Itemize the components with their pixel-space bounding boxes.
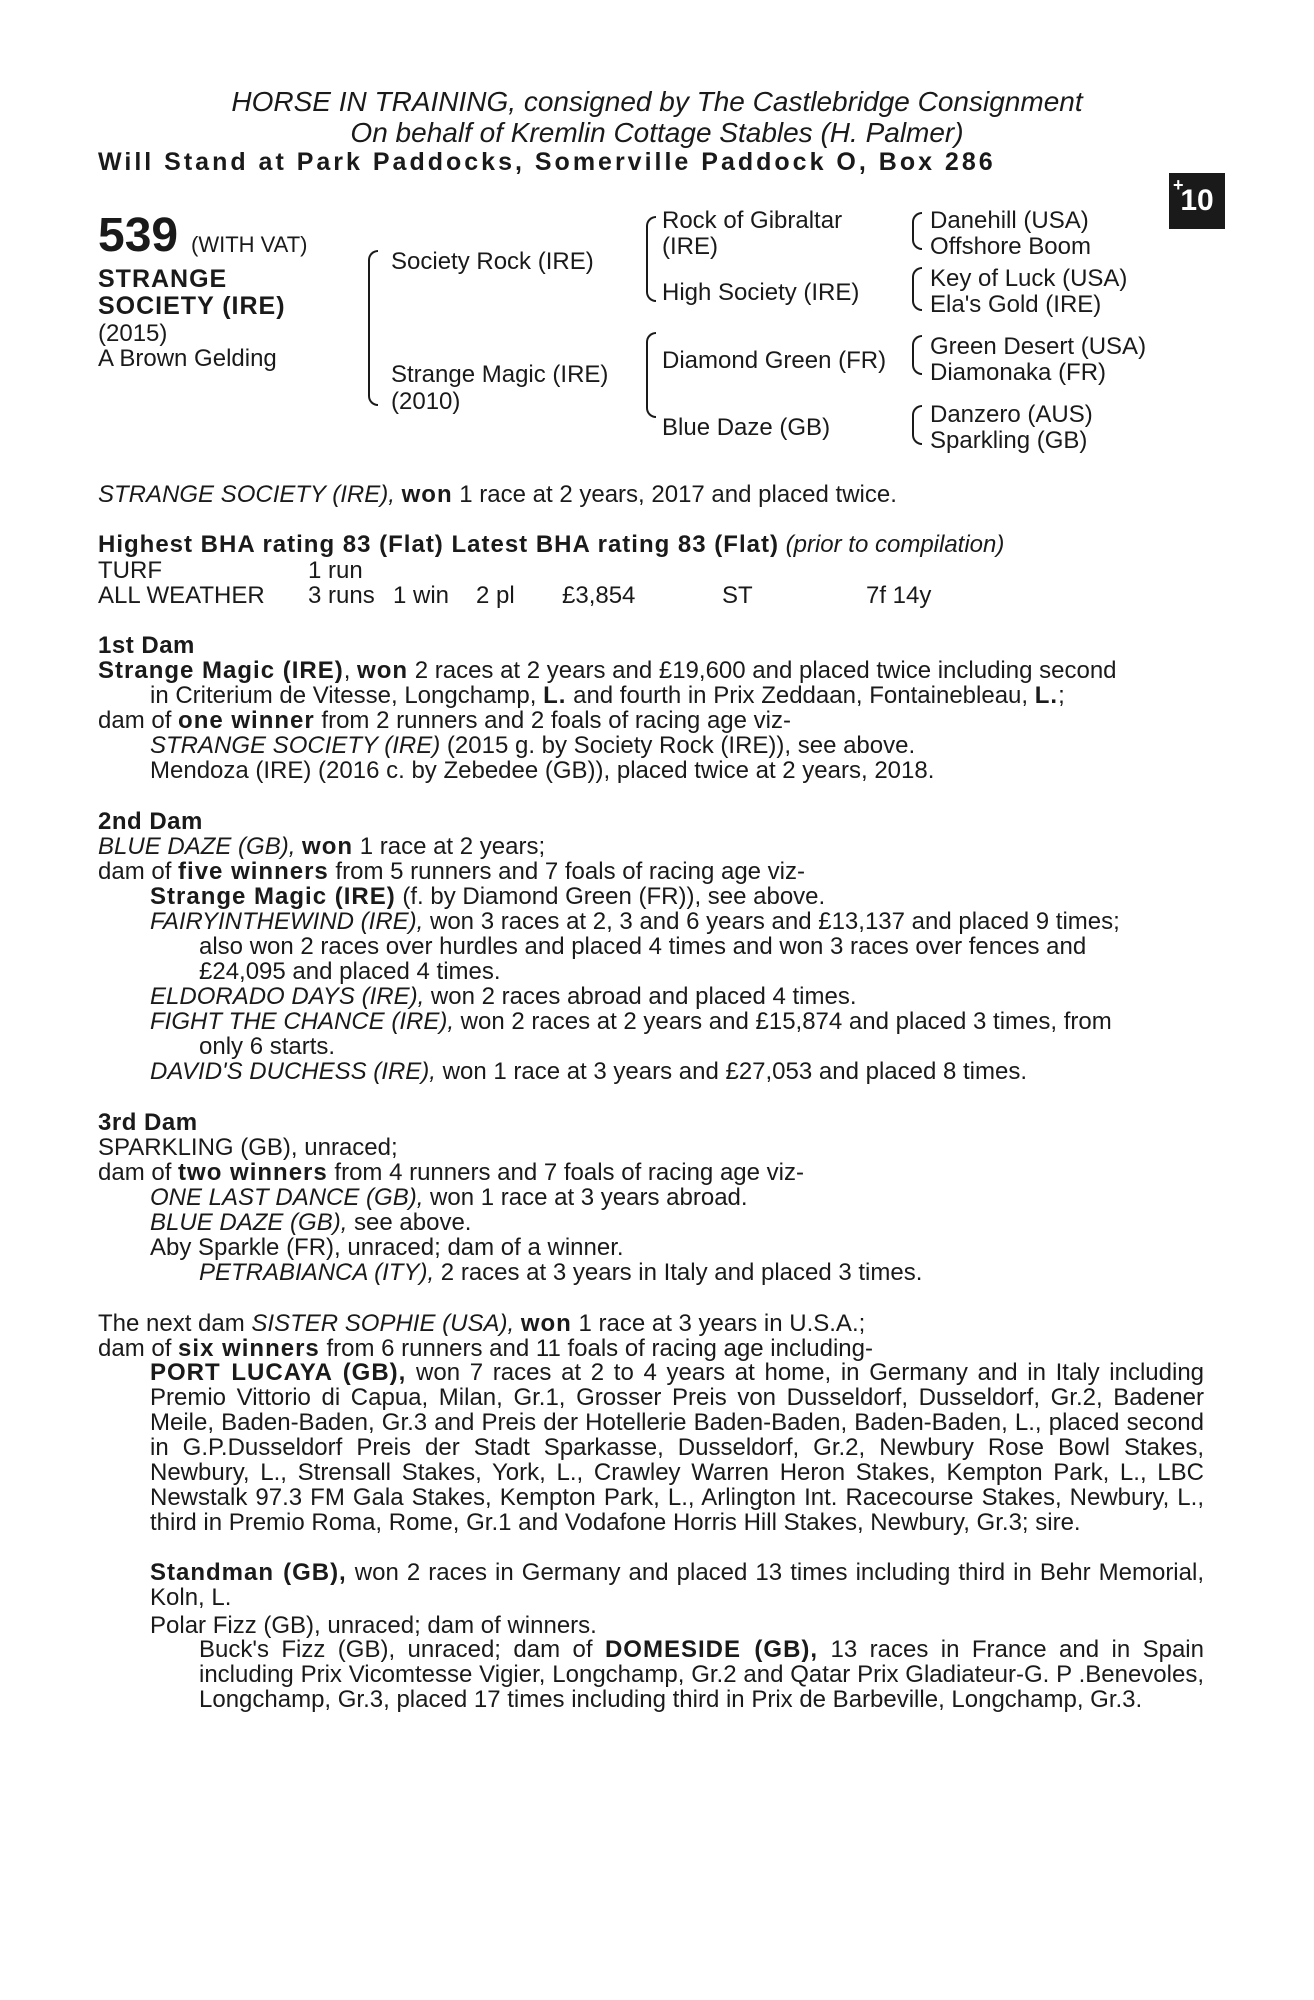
dam1-won: won (357, 657, 409, 684)
dam1-progeny2: Mendoza (IRE) (2016 c. by Zebedee (GB)), placed twice at 2 years, 2018. (150, 757, 935, 784)
aw-label: ALL WEATHER (98, 582, 265, 609)
dam1-text2a: in Criterium de Vitesse, Longchamp, (150, 682, 544, 709)
pedigree-dsd: Diamonaka (FR) (930, 359, 1107, 386)
nextdam-text2b: from 6 runners and 11 foals of racing age including- (319, 1335, 873, 1362)
dam2-progeny3-name: ELDORADO DAYS (IRE), (150, 983, 425, 1010)
horse-name-line2: SOCIETY (IRE) (98, 292, 286, 320)
dam2-line2 (98, 858, 805, 886)
dam1-text3a: dam of (98, 707, 179, 734)
header-behalf: On behalf of Kremlin Cottage Stables (H. Palmer) (350, 117, 964, 148)
summary-horse: STRANGE SOCIETY (IRE), (98, 481, 395, 508)
dam2-won: won (302, 833, 354, 860)
dam2-progeny3-text: won 2 races abroad and placed 4 times. (424, 983, 857, 1010)
aw-runs: 3 runs (308, 582, 375, 609)
summary-won: won (401, 481, 453, 508)
dam1-line1: Strange Magic (IRE), won 2 races at 2 years and £19,600 and placed twice including second (98, 657, 1117, 684)
rating-text: Highest BHA rating 83 (Flat) Latest BHA rating 83 (Flat) (98, 531, 779, 558)
pedigree-sire: Society Rock (IRE) (391, 248, 594, 275)
port-lucaya-name: PORT LUCAYA (GB), (150, 1359, 407, 1386)
dam3-heading: 3rd Dam (98, 1109, 198, 1136)
nextdam-six-winners: six winners (178, 1335, 320, 1362)
domeside-text: 13 races in France and in Spain including Prix Vicomtesse Vigier, Longchamp, Gr.2 and Qatar Prix Gladiateur-G. P .Benevoles, Longchamp, Gr.3, placed 17 times including third in Prix de Barbeville, Longchamp, Gr.3. (199, 1636, 1204, 1713)
dam3-progeny2 (150, 1209, 471, 1237)
port-lucaya-entry (150, 1360, 1204, 1535)
bracket-gen1 (368, 250, 378, 406)
dam2-progeny1 (150, 883, 825, 911)
nextdam-text1a: The next dam (98, 1310, 252, 1337)
header-consignor: HORSE IN TRAINING, consigned by The Castlebridge Consignment (231, 86, 1083, 117)
dam2-progeny2 (150, 908, 1120, 936)
pedigree-ddd: Sparkling (GB) (930, 427, 1088, 454)
dam2-five-winners: five winners (178, 858, 329, 885)
dam2-progeny2-text: won 3 races at 2, 3 and 6 years and £13,137 and placed 9 times; (423, 908, 1120, 935)
vat-note: (WITH VAT) (191, 232, 308, 257)
horse-year: (2015) (98, 320, 168, 347)
race-summary (98, 481, 897, 509)
dam3-progeny4-name: PETRABIANCA (ITY), (199, 1259, 435, 1286)
lot-number: 539 (98, 209, 179, 262)
dam1-progeny1 (150, 732, 915, 760)
dam3-progeny1-name: ONE LAST DANCE (GB), (150, 1184, 424, 1211)
pedigree-dam-year: (2010) (391, 388, 461, 415)
dam2-progeny2-cont2: £24,095 and placed 4 times. (199, 958, 501, 985)
bracket-ds (912, 335, 922, 375)
standman-name: Standman (GB), (150, 1559, 347, 1586)
polar-fizz-entry: Polar Fizz (GB), unraced; dam of winners. (150, 1612, 597, 1639)
horse-description: A Brown Gelding (98, 345, 277, 372)
dam3-progeny4 (199, 1259, 922, 1287)
aw-money: £3,854 (562, 582, 636, 609)
dam3-two-winners: two winners (178, 1159, 328, 1186)
dam2-text1: 1 race at 2 years; (353, 833, 546, 860)
aw-surface: ST (722, 582, 753, 609)
badge-10 (1169, 173, 1225, 229)
nextdam-text2a: dam of (98, 1335, 179, 1362)
pedigree-ss-suffix: (IRE) (662, 233, 718, 260)
bucks-fizz-entry (199, 1637, 1204, 1712)
dam3-progeny1 (150, 1184, 748, 1212)
turf-runs: 1 run (308, 557, 363, 584)
dam3-text2a: dam of (98, 1159, 179, 1186)
nextdam-line1 (98, 1310, 865, 1338)
turf-label: TURF (98, 557, 162, 584)
dam1-listed1: L. (543, 682, 567, 709)
pedigree-sdd: Ela's Gold (IRE) (930, 291, 1102, 318)
dam2-progeny1-name: Strange Magic (IRE) (150, 883, 396, 910)
dam2-progeny2-cont: also won 2 races over hurdles and placed 4 times and won 3 races over fences and (199, 933, 1087, 960)
badge-number: 10 (1180, 184, 1214, 217)
dam2-progeny5-text: won 1 race at 3 years and £27,053 and placed 8 times. (435, 1058, 1028, 1085)
bracket-sire (646, 216, 656, 302)
dam3-progeny4-text: 2 races at 3 years in Italy and placed 3 times. (434, 1259, 923, 1286)
dam1-line2 (150, 682, 1065, 710)
pedigree-ssd: Offshore Boom (930, 233, 1091, 260)
domeside-name: DOMESIDE (GB), (604, 1636, 819, 1663)
dam2-progeny3 (150, 983, 857, 1011)
dam1-heading: 1st Dam (98, 632, 195, 659)
pedigree-sd: High Society (IRE) (662, 279, 860, 306)
bucks-fizz-text: Buck's Fizz (GB), unraced; dam of (199, 1636, 605, 1663)
dam2-progeny2-name: FAIRYINTHEWIND (IRE), (150, 908, 424, 935)
standman-text: won 2 races in Germany and placed 13 times including third in Behr Memorial, Koln, L. (150, 1559, 1204, 1611)
dam3-line2 (98, 1159, 804, 1187)
pedigree-dam: Strange Magic (IRE) (391, 361, 609, 388)
dam3-progeny1-text: won 1 race at 3 years abroad. (423, 1184, 748, 1211)
dam2-line1 (98, 833, 545, 861)
bracket-dam (646, 332, 656, 418)
aw-wins: 1 win (393, 582, 450, 609)
dam3-line1: SPARKLING (GB), unraced; (98, 1134, 398, 1161)
dam2-progeny4-name: FIGHT THE CHANCE (IRE), (150, 1008, 454, 1035)
badge-plus: + (1173, 175, 1184, 195)
dam3-progeny2-text: see above. (347, 1209, 472, 1236)
rating-note: (prior to compilation) (785, 531, 1005, 558)
dam2-progeny4-cont: only 6 starts. (199, 1033, 336, 1060)
bracket-dd (912, 405, 922, 445)
nextdam-won: won (520, 1310, 572, 1337)
bracket-ss (912, 212, 922, 250)
dam3-text2b: from 4 runners and 7 foals of racing age viz- (327, 1159, 804, 1186)
pedigree-ds: Diamond Green (FR) (662, 347, 887, 374)
dam1-text3b: from 2 runners and 2 foals of racing age viz- (314, 707, 791, 734)
dam2-heading: 2nd Dam (98, 808, 203, 835)
horse-name-line1: STRANGE (98, 265, 228, 293)
dam3-progeny2-name: BLUE DAZE (GB), (150, 1209, 348, 1236)
dam2-progeny4 (150, 1008, 1112, 1036)
dam2-text2a: dam of (98, 858, 179, 885)
dam2-progeny5 (150, 1058, 1027, 1086)
port-lucaya-text: won 7 races at 2 to 4 years at home, in Germany and in Italy including Premio Vittorio di Capua, Milan, Gr.1, Grosser Preis von Dusseldorf, Dusseldorf, Gr.2, Badener Meile, Baden-Baden, Gr.3 and Preis der Hotellerie Baden-Baden, Baden-Baden, L., placed second in G.P.Dusseldorf Preis der Stadt Sparkasse, Dusseldorf, Gr.2, Newbury Rose Bowl Stakes, Newbury, L., Strensall Stakes, York, L., Crawley Warren Heron Stakes, Kempton Park, L., LBC Newstalk 97.3 FM Gala Stakes, Kempton Park, L., Arlington Int. Racecourse Stakes, Newbury, L., third in Premio Roma, Rome, Gr.1 and Vodafone Horris Hill Stakes, Newbury, Gr.3; sire. (150, 1359, 1205, 1536)
dam2-progeny4-text: won 2 races at 2 years and £15,874 and placed 3 times, from (454, 1008, 1112, 1035)
stand-location: Will Stand at Park Paddocks, Somerville Paddock O, Box 286 (98, 148, 996, 176)
dam1-text1: 2 races at 2 years and £19,600 and placed twice including second (408, 657, 1117, 684)
dam2-progeny5-name: DAVID'S DUCHESS (IRE), (150, 1058, 436, 1085)
pedigree-dss: Green Desert (USA) (930, 333, 1147, 360)
bracket-sd (912, 267, 922, 311)
nextdam-name: SISTER SOPHIE (USA), (251, 1310, 515, 1337)
pedigree-dd: Blue Daze (GB) (662, 414, 831, 441)
aw-distance: 7f 14y (866, 582, 932, 609)
dam1-line3 (98, 707, 791, 735)
standman-entry (150, 1560, 1204, 1610)
dam2-progeny1-text: (f. by Diamond Green (FR)), see above. (395, 883, 826, 910)
dam3-progeny3: Aby Sparkle (FR), unraced; dam of a winner. (150, 1234, 624, 1261)
dam2-name: BLUE DAZE (GB), (98, 833, 296, 860)
dam1-one-winner: one winner (178, 707, 315, 734)
pedigree-ss: Rock of Gibraltar (662, 207, 843, 234)
pedigree-sds: Key of Luck (USA) (930, 265, 1128, 292)
pedigree-dds: Danzero (AUS) (930, 401, 1093, 428)
dam1-progeny1-text: (2015 g. by Society Rock (IRE)), see above. (440, 732, 916, 759)
aw-placed: 2 pl (476, 582, 515, 609)
pedigree-sss: Danehill (USA) (930, 207, 1089, 234)
dam1-name: Strange Magic (IRE) (98, 657, 344, 684)
dam2-text2b: from 5 runners and 7 foals of racing age viz- (328, 858, 806, 885)
dam1-progeny1-name: STRANGE SOCIETY (IRE) (150, 732, 441, 759)
rating-line (98, 531, 1004, 559)
nextdam-text1c: 1 race at 3 years in U.S.A.; (571, 1310, 866, 1337)
summary-rest: 1 race at 2 years, 2017 and placed twice. (452, 481, 897, 508)
dam1-listed2: L. (1034, 682, 1059, 709)
dam1-text2b: and fourth in Prix Zeddaan, Fontainebleau, (566, 682, 1035, 709)
dam1-text2c: ; (1058, 682, 1065, 709)
